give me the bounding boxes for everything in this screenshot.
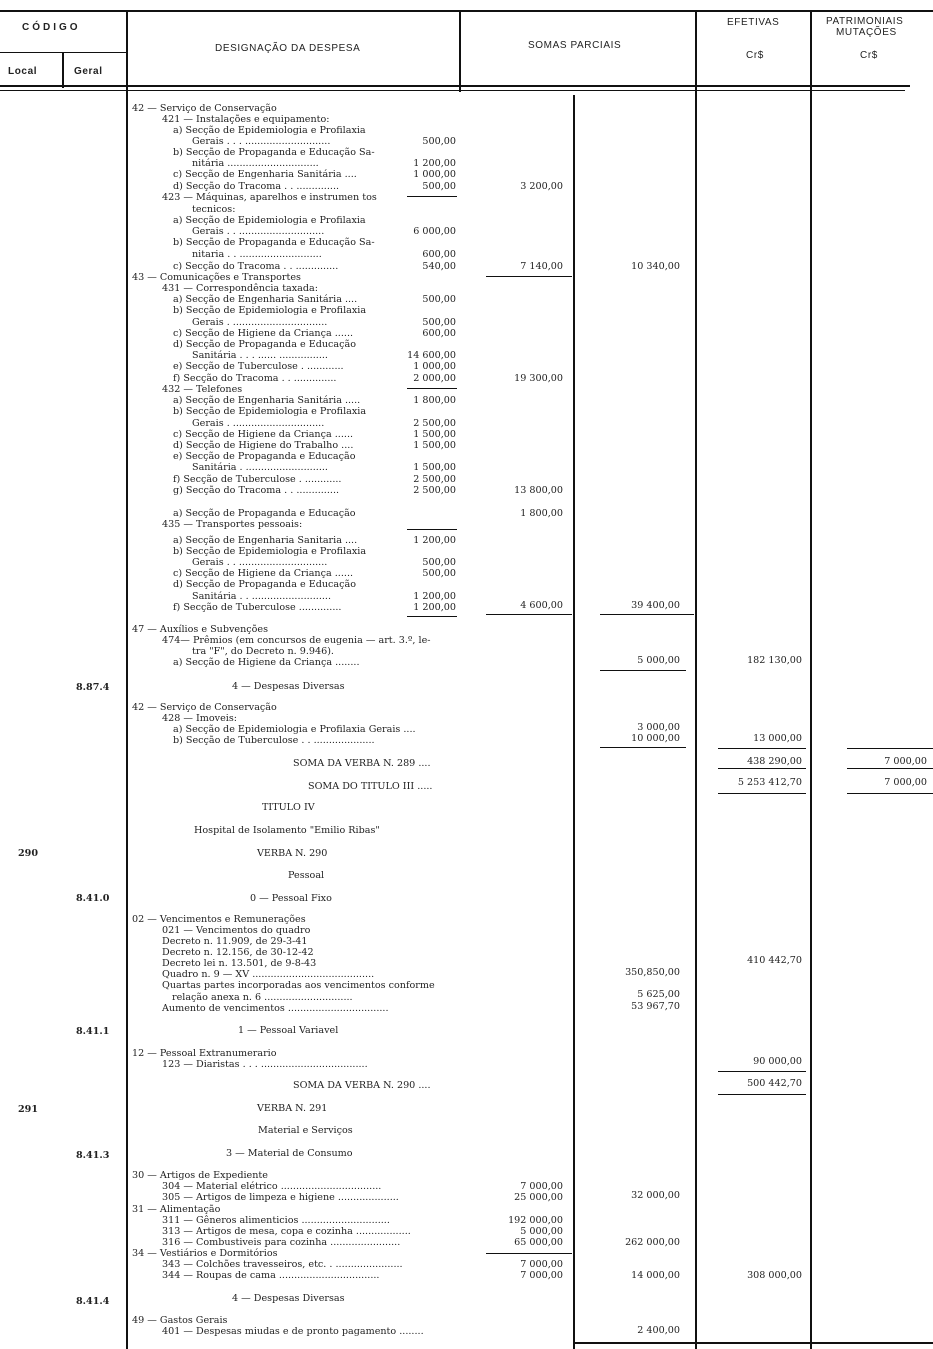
bottom-rule [573, 1342, 933, 1344]
efetiva-value: 90 000,00 [753, 1056, 802, 1067]
total-rule [847, 748, 933, 749]
item-line: 30 — Artigos de Expediente [132, 1170, 268, 1181]
item-line: Quadro n. 9 — XV ........................................ [162, 969, 375, 980]
item-line: 304 — Material elétrico ................................. [162, 1181, 382, 1192]
section-heading: 3 — Material de Consumo [226, 1148, 353, 1159]
item-line: Decreto n. 12.156, de 30-12-42 [162, 947, 314, 958]
item-line: nitaria . . ........................... [192, 249, 322, 260]
header-patrimoniais: PATRIMONIAIS [826, 16, 904, 27]
inner-amount: 192 000,00 [508, 1215, 563, 1226]
code-local: 290 [18, 848, 39, 859]
col-rule-somas-body [573, 95, 575, 1349]
item-line: 42 — Serviço de Conservação [132, 702, 277, 713]
inner-amount: 14 600,00 [407, 350, 456, 361]
item-line: b) Secção de Propaganda e Educação Sa- [173, 237, 375, 248]
item-line: 432 — Telefones [162, 384, 243, 395]
item-line: c) Secção de Higiene da Criança ...... [173, 328, 354, 339]
efetiva-value: 10 340,00 [631, 261, 680, 272]
code-geral: 8.41.1 [76, 1026, 110, 1037]
header-efetivas-unit: Cr$ [746, 50, 764, 61]
soma-parcial: 5 625,00 [637, 989, 680, 1000]
soma-parcial: 5 000,00 [637, 655, 680, 666]
soma-parcial: 32 000,00 [631, 1190, 680, 1201]
header-somas: SOMAS PARCIAIS [528, 40, 622, 51]
item-line: tra "F", do Decreto n. 9.946). [192, 646, 334, 657]
header-bottom-rule [0, 85, 910, 87]
item-line: Decreto n. 11.909, de 29-3-41 [162, 936, 308, 947]
item-line: nitária .............................. [192, 158, 319, 169]
patrimonial-value: 7 000,00 [884, 756, 927, 767]
inner-amount: 6 000,00 [413, 226, 456, 237]
total-rule [718, 748, 806, 749]
item-line: c) Secção de Higiene da Criança ...... [173, 429, 354, 440]
efetiva-value: 182 130,00 [747, 655, 802, 666]
soma-parcial: 262 000,00 [625, 1237, 680, 1248]
efetiva-value: 13 000,00 [753, 733, 802, 744]
section-heading: Material e Serviços [258, 1125, 353, 1136]
item-line: Gerais . .............................. [192, 418, 325, 429]
item-line: g) Secção do Tracoma . . .............. [173, 485, 340, 496]
col-rule-designacao [126, 12, 128, 1349]
item-line: f) Secção de Tuberculose .............. [173, 602, 342, 613]
subtotal-rule [407, 616, 457, 617]
col-rule-patrimoniais [810, 12, 812, 1349]
item-line: 02 — Vencimentos e Remunerações [132, 914, 306, 925]
inner-amount: 2 500,00 [413, 485, 456, 496]
efetiva-value: 438 290,00 [747, 756, 802, 767]
header-patrimoniais-unit: Cr$ [860, 50, 878, 61]
item-line: 421 — Instalações e equipamento: [162, 114, 330, 125]
item-line: b) Secção de Epidemiologia e Profilaxia [173, 406, 367, 417]
code-local: 291 [18, 1104, 39, 1115]
item-line: tecnicos: [192, 204, 236, 215]
total-rule [718, 1071, 806, 1072]
item-line: 343 — Colchões travesseiros, etc. . ...................... [162, 1259, 403, 1270]
section-heading: 0 — Pessoal Fixo [250, 893, 332, 904]
efetiva-value: 308 000,00 [747, 1270, 802, 1281]
header-codigo: CÓDIGO [22, 22, 81, 33]
soma-verba-289: SOMA DA VERBA N. 289 .... [293, 758, 431, 769]
total-rule [718, 1094, 806, 1095]
code-geral: 8.41.0 [76, 893, 110, 904]
code-geral: 8.41.3 [76, 1150, 110, 1161]
item-line: d) Secção de Higiene do Trabalho .... [173, 440, 354, 451]
inner-amount: 500,00 [422, 557, 456, 568]
inner-amount: 500,00 [422, 317, 456, 328]
soma-verba-290: SOMA DA VERBA N. 290 .... [293, 1080, 431, 1091]
inner-amount: 1 000,00 [413, 169, 456, 180]
soma-parcial: 1 800,00 [520, 508, 563, 519]
item-line: a) Secção de Engenharia Sanitária ..... [173, 395, 361, 406]
item-line: 423 — Máquinas, aparelhos e instrumen tos [162, 192, 377, 203]
subtotal-rule [486, 614, 572, 615]
header-bottom-rule-2 [0, 90, 905, 91]
subtotal-rule [407, 388, 457, 389]
titulo-heading: TITULO IV [262, 802, 315, 813]
item-line: e) Secção de Propaganda e Educação [173, 451, 356, 462]
inner-amount: 25 000,00 [514, 1192, 563, 1203]
item-line: Decreto lei n. 13.501, de 9-8-43 [162, 958, 317, 969]
inner-amount: 1 200,00 [413, 591, 456, 602]
inner-amount: 2 500,00 [413, 418, 456, 429]
inner-amount: 1 500,00 [413, 462, 456, 473]
item-line: b) Secção de Epidemiologia e Profilaxia [173, 305, 367, 316]
inner-amount: 2 000,00 [413, 373, 456, 384]
item-line: f) Secção de Tuberculose . ............ [173, 474, 342, 485]
soma-parcial: 7 140,00 [520, 261, 563, 272]
item-line: b) Secção de Propaganda e Educação Sa- [173, 147, 375, 158]
item-line: e) Secção de Tuberculose . ............ [173, 361, 344, 372]
inner-amount: 7 000,00 [520, 1259, 563, 1270]
inner-amount: 600,00 [422, 328, 456, 339]
item-line: 123 — Diaristas . . . ................................... [162, 1059, 368, 1070]
section-heading: Pessoal [288, 870, 325, 881]
efetiva-value: 410 442,70 [747, 955, 802, 966]
efetiva-value: 5 253 412,70 [737, 777, 802, 788]
inner-amount: 1 000,00 [413, 361, 456, 372]
verba-heading: VERBA N. 290 [257, 848, 328, 859]
soma-parcial: 13 800,00 [514, 485, 563, 496]
inner-amount: 500,00 [422, 568, 456, 579]
inner-amount: 500,00 [422, 294, 456, 305]
inner-amount: 540,00 [422, 261, 456, 272]
subtotal-rule [407, 196, 457, 197]
item-line: 34 — Vestiários e Dormitórios [132, 1248, 278, 1259]
item-line: a) Secção de Epidemiologia e Profilaxia [173, 215, 366, 226]
item-line: Gerais . . ............................. [192, 557, 328, 568]
item-line: Sanitária . . .......................... [192, 591, 332, 602]
patrimonial-value: 7 000,00 [884, 777, 927, 788]
item-line: a) Secção de Engenharia Sanitaria .... [173, 535, 358, 546]
soma-parcial: 3 000,00 [637, 722, 680, 733]
item-line: 311 — Gêneros alimenticios ............................. [162, 1215, 390, 1226]
item-line: 305 — Artigos de limpeza e higiene .................... [162, 1192, 399, 1203]
subtotal-rule [407, 529, 457, 530]
header-local: Local [8, 66, 38, 77]
code-geral: 8.41.4 [76, 1296, 110, 1307]
inner-amount: 1 200,00 [413, 158, 456, 169]
total-rule [847, 793, 933, 794]
subtotal-rule [600, 670, 686, 671]
efetiva-value: 500 442,70 [747, 1078, 802, 1089]
item-line: 428 — Imoveis: [162, 713, 237, 724]
item-line: 435 — Transportes pessoais: [162, 519, 303, 530]
item-line: c) Secção de Engenharia Sanitária .... [173, 169, 357, 180]
item-line: Quartas partes incorporadas aos vencimentos conforme [162, 980, 435, 991]
item-line: a) Secção de Epidemiologia e Profilaxia Gerais .... [173, 724, 416, 735]
inner-amount: 1 800,00 [413, 395, 456, 406]
total-rule [847, 768, 933, 769]
inner-amount: 7 000,00 [520, 1270, 563, 1281]
subtotal-rule [600, 614, 694, 615]
total-rule [718, 793, 806, 794]
col-rule-geral [62, 52, 64, 88]
header-efetivas: EFETIVAS [727, 17, 780, 28]
item-line: b) Secção de Epidemiologia e Profilaxia [173, 546, 367, 557]
subtotal-rule [600, 747, 686, 748]
item-line: d) Secção de Propaganda e Educação [173, 579, 356, 590]
item-line: 12 — Pessoal Extranumerario [132, 1048, 277, 1059]
item-line: 313 — Artigos de mesa, copa e cozinha .................. [162, 1226, 411, 1237]
item-line: c) Secção de Higiene da Criança ...... [173, 568, 354, 579]
hospital-heading: Hospital de Isolamento "Emilio Ribas" [194, 825, 380, 836]
item-line: 344 — Roupas de cama ................................. [162, 1270, 380, 1281]
item-line: relação anexa n. 6 ............................. [172, 992, 353, 1003]
inner-amount: 500,00 [422, 136, 456, 147]
inner-amount: 600,00 [422, 249, 456, 260]
item-line: d) Secção de Propaganda e Educação [173, 339, 356, 350]
efetiva-value: 39 400,00 [631, 600, 680, 611]
inner-amount: 500,00 [422, 181, 456, 192]
soma-parcial: 4 600,00 [520, 600, 563, 611]
item-line: 401 — Despesas miudas e de pronto pagamento ........ [162, 1326, 424, 1337]
inner-amount: 7 000,00 [520, 1181, 563, 1192]
section-heading: 1 — Pessoal Variavel [238, 1025, 339, 1036]
soma-parcial: 3 200,00 [520, 181, 563, 192]
item-line: 43 — Comunicações e Transportes [132, 272, 301, 283]
section-heading: 4 — Despesas Diversas [232, 1293, 345, 1304]
col-rule-efetivas [695, 12, 697, 1349]
code-geral: 8.87.4 [76, 682, 110, 693]
soma-parcial: 2 400,00 [637, 1325, 680, 1336]
header-mutacoes: MUTAÇÕES [836, 27, 897, 38]
col-rule-somas [459, 12, 461, 92]
item-line: f) Secção do Tracoma . . .............. [173, 373, 337, 384]
item-line: b) Secção de Tuberculose . . .................... [173, 735, 375, 746]
subtotal-rule [486, 276, 572, 277]
item-line: 431 — Correspondência taxada: [162, 283, 318, 294]
inner-amount: 5 000,00 [520, 1226, 563, 1237]
soma-parcial: 53 967,70 [631, 1001, 680, 1012]
item-line: Sanitária . ........................... [192, 462, 328, 473]
soma-parcial: 350,850,00 [625, 967, 680, 978]
inner-amount: 65 000,00 [514, 1237, 563, 1248]
item-line: 42 — Serviço de Conservação [132, 103, 277, 114]
item-line: a) Secção de Engenharia Sanitária .... [173, 294, 358, 305]
soma-parcial: 19 300,00 [514, 373, 563, 384]
item-line: Gerais . ............................... [192, 317, 328, 328]
inner-amount: 1 200,00 [413, 602, 456, 613]
item-line: a) Secção de Higiene da Criança ........ [173, 657, 360, 668]
header-designacao: DESIGNAÇÃO DA DESPESA [215, 43, 361, 54]
item-line: 47 — Auxílios e Subvenções [132, 624, 269, 635]
total-rule [718, 768, 806, 769]
item-line: Sanitária . . . ...... ................ [192, 350, 328, 361]
item-line: 31 — Alimentação [132, 1204, 221, 1215]
section-heading: 4 — Despesas Diversas [232, 681, 345, 692]
item-line: 316 — Combustiveis para cozinha ....................... [162, 1237, 401, 1248]
item-line: a) Secção de Propaganda e Educação [173, 508, 356, 519]
soma-parcial: 10 000,00 [631, 733, 680, 744]
item-line: d) Secção do Tracoma . . .............. [173, 181, 340, 192]
subtotal-rule [486, 1253, 572, 1254]
inner-amount: 2 500,00 [413, 474, 456, 485]
item-line: a) Secção de Epidemiologia e Profilaxia [173, 125, 366, 136]
header-geral: Geral [74, 66, 103, 77]
verba-heading: VERBA N. 291 [257, 1103, 328, 1114]
item-line: Aumento de vencimentos ................................. [162, 1003, 389, 1014]
item-line: 474— Prêmios (em concursos de eugenia — art. 3.º, le- [162, 635, 431, 646]
item-line: Gerais . . ............................ [192, 226, 325, 237]
soma-titulo-iii: SOMA DO TITULO III ..... [308, 781, 433, 792]
soma-parcial: 14 000,00 [631, 1270, 680, 1281]
inner-amount: 1 500,00 [413, 440, 456, 451]
top-rule [0, 10, 933, 12]
inner-amount: 1 200,00 [413, 535, 456, 546]
item-line: 021 — Vencimentos do quadro [162, 925, 311, 936]
inner-amount: 1 500,00 [413, 429, 456, 440]
item-line: Gerais . . . ............................ [192, 136, 331, 147]
item-line: 49 — Gastos Gerais [132, 1315, 228, 1326]
item-line: c) Secção do Tracoma . . .............. [173, 261, 339, 272]
